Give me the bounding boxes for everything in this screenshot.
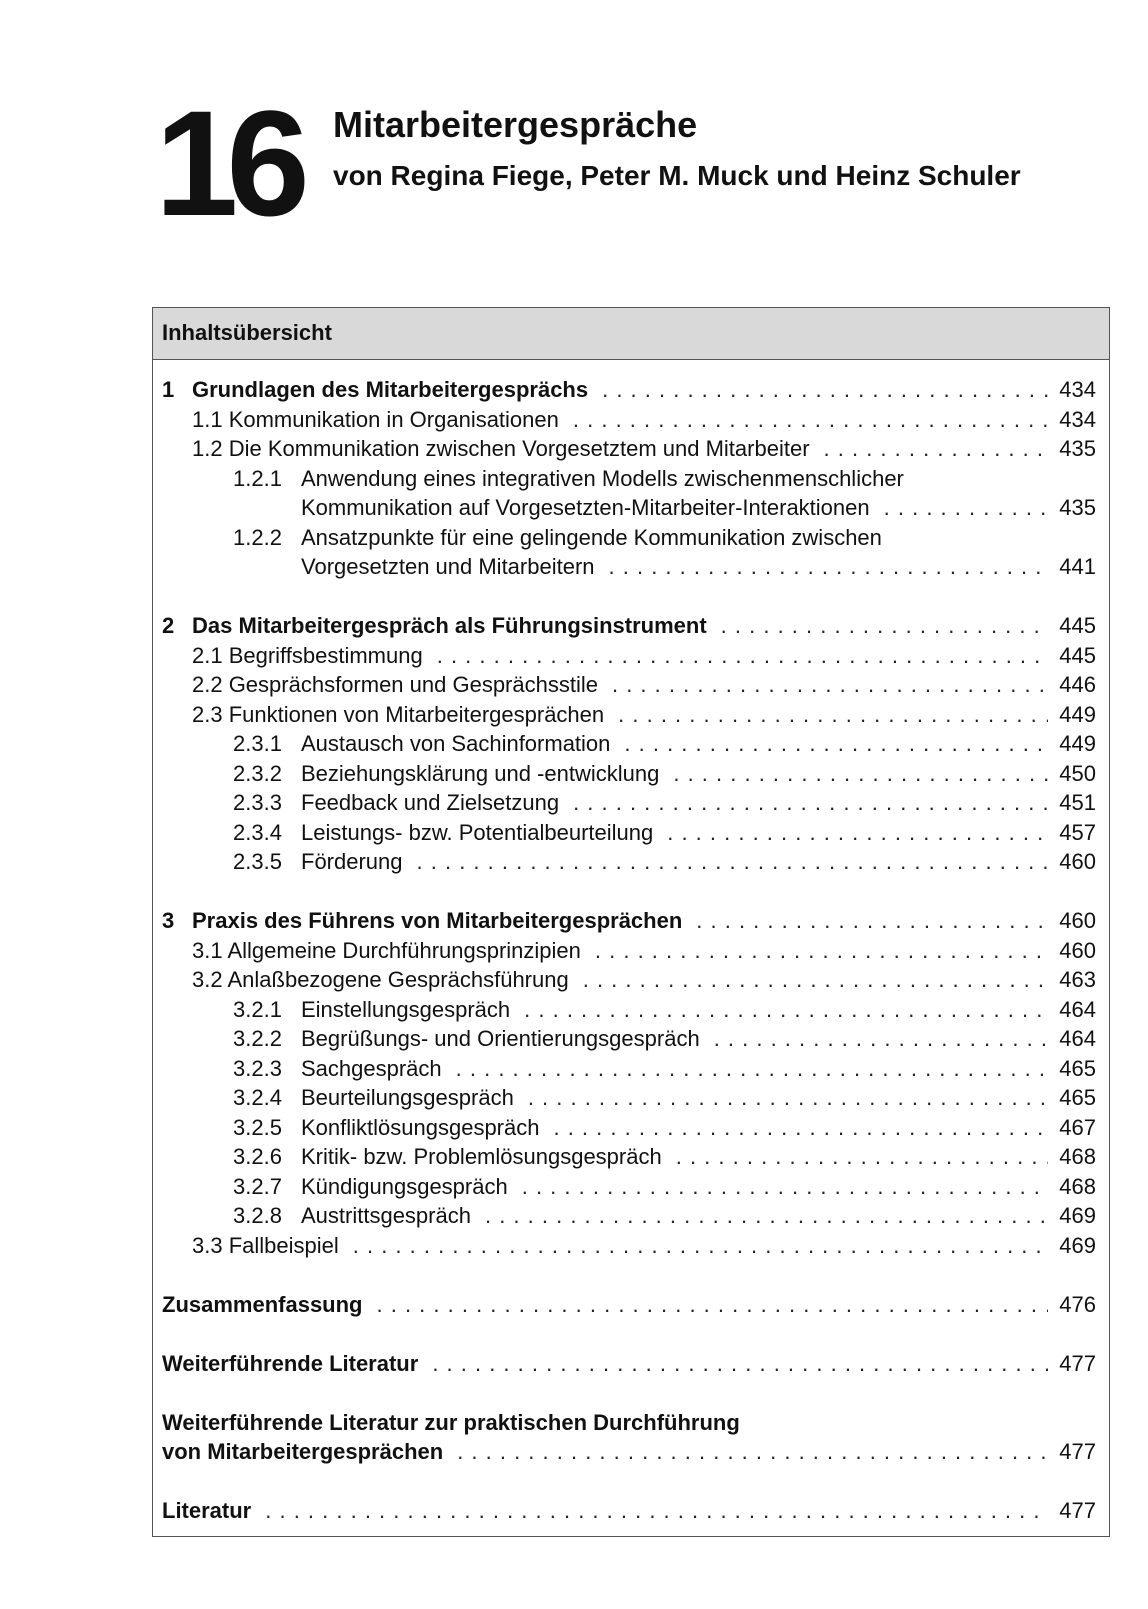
toc-entry-title: Vorgesetzten und Mitarbeitern (301, 554, 595, 579)
toc-entry-page: 464 (1059, 996, 1096, 1022)
table-of-contents (152, 307, 1110, 1537)
toc-entry-title: Austrittsgespräch (301, 1203, 471, 1228)
toc-entry (153, 1083, 1109, 1113)
toc-entry-number: 2.3.4 (233, 819, 282, 845)
toc-entry (153, 1496, 1109, 1526)
toc-entry-page: 460 (1059, 849, 1096, 874)
toc-entry (153, 1054, 1109, 1084)
toc-entry-number: 3.2.4 (233, 1085, 282, 1110)
toc-entry-number: 2.3.2 (233, 760, 282, 786)
toc-entry-page: 449 (1059, 701, 1096, 727)
toc-entry-page: 477 (1059, 1350, 1096, 1376)
toc-entry-title: Einstellungsgespräch (301, 996, 511, 1022)
toc-entry (153, 906, 1109, 936)
toc-entry (153, 995, 1109, 1025)
toc-dot-leader (353, 1231, 1048, 1261)
toc-dot-leader (573, 788, 1048, 818)
toc-entry-title: Zusammenfassung (162, 1291, 363, 1317)
toc-dot-leader (522, 1172, 1048, 1202)
toc-entry (153, 1113, 1109, 1143)
toc-entry-number: 3.2.1 (233, 996, 282, 1022)
toc-entry-page: 477 (1059, 1439, 1096, 1464)
toc-heading: Inhaltsübersicht (153, 308, 1109, 360)
toc-entry (153, 729, 1109, 759)
toc-dot-leader (457, 1437, 1048, 1467)
toc-dot-leader (456, 1054, 1048, 1084)
toc-entry-number: 3.2.6 (233, 1144, 282, 1169)
toc-entry-number: 3.2.7 (233, 1173, 282, 1199)
toc-entry-page: 435 (1059, 436, 1096, 461)
toc-entry-page: 457 (1059, 819, 1096, 845)
chapter-title: Mitarbeitergespräche (333, 104, 698, 145)
toc-entry (153, 1172, 1109, 1202)
toc-dot-leader (714, 1024, 1048, 1054)
toc-dot-leader (485, 1201, 1048, 1231)
toc-entry-title: 2.3 Funktionen von Mitarbeitergesprächen (192, 701, 605, 727)
toc-entry (153, 759, 1109, 789)
toc-entry-page: 446 (1059, 672, 1096, 697)
toc-entry-title: 2.1 Begriffsbestimmung (192, 642, 423, 668)
toc-entry-page: 469 (1059, 1203, 1096, 1228)
toc-entry-title: 3.1 Allgemeine Durchführungsprinzipien (192, 937, 581, 963)
toc-entry-title: Weiterführende Literatur (162, 1350, 419, 1376)
toc-dot-leader (676, 1142, 1048, 1172)
toc-entry-page: 434 (1059, 406, 1096, 432)
toc-entry-page: 435 (1059, 495, 1096, 520)
toc-entry (153, 788, 1109, 818)
toc-entry-title: Literatur (162, 1498, 252, 1523)
toc-entry-page: 465 (1059, 1055, 1096, 1081)
toc-entry-page: 464 (1059, 1026, 1096, 1051)
toc-entry-number: 3.2.5 (233, 1114, 282, 1140)
toc-entry-number: 3.2.8 (233, 1203, 282, 1228)
toc-entry (153, 1437, 1109, 1467)
toc-entry-page: 445 (1059, 613, 1096, 638)
toc-entry-title: Praxis des Führens von Mitarbeitergesprächen (192, 908, 683, 933)
toc-entry (153, 1142, 1109, 1172)
toc-entry-title: Ansatzpunkte für eine gelingende Kommunikation zwischen (301, 524, 882, 550)
toc-entry-page: 468 (1059, 1173, 1096, 1199)
toc-entry-title: 3.2 Anlaßbezogene Gesprächsführung (192, 967, 569, 992)
toc-entry-page: 476 (1059, 1291, 1096, 1317)
toc-entry-title: Begrüßungs- und Orientierungsgespräch (301, 1026, 700, 1051)
toc-dot-leader (673, 759, 1048, 789)
toc-entry (153, 1201, 1109, 1231)
toc-dot-leader (417, 847, 1048, 877)
toc-dot-leader (524, 995, 1048, 1025)
toc-entry-page: 460 (1059, 908, 1096, 933)
toc-entry (153, 375, 1109, 405)
toc-entry (153, 1231, 1109, 1261)
toc-entry-title: Sachgespräch (301, 1055, 442, 1081)
toc-entry-title: Das Mitarbeitergespräch als Führungsinstrument (192, 613, 707, 638)
toc-entry-page: 445 (1059, 642, 1096, 668)
toc-entry-number: 2 (162, 613, 175, 638)
toc-entry-page: 468 (1059, 1144, 1096, 1169)
toc-entry (153, 611, 1109, 641)
toc-entry-title: Leistungs- bzw. Potentialbeurteilung (301, 819, 654, 845)
toc-entry-page: 450 (1059, 760, 1096, 786)
toc-dot-leader (696, 906, 1048, 936)
toc-entry (153, 405, 1109, 435)
toc-entry-page: 449 (1059, 731, 1096, 756)
toc-dot-leader (437, 641, 1048, 671)
toc-dot-leader (609, 552, 1048, 582)
toc-dot-leader (553, 1113, 1048, 1143)
toc-entry (153, 641, 1109, 671)
toc-dot-leader (377, 1290, 1049, 1320)
toc-entry-number: 3.2.3 (233, 1055, 282, 1081)
toc-dot-leader (624, 729, 1048, 759)
toc-dot-leader (824, 434, 1048, 464)
toc-dot-leader (721, 611, 1048, 641)
toc-entry-title: Konfliktlösungsgespräch (301, 1114, 540, 1140)
toc-entry-title: 1.1 Kommunikation in Organisationen (192, 406, 559, 432)
toc-entry (153, 700, 1109, 730)
toc-entry-page: 451 (1059, 790, 1096, 815)
toc-dot-leader (612, 670, 1048, 700)
toc-entry-title: Kündigungsgespräch (301, 1173, 508, 1199)
toc-entry-title: Kritik- bzw. Problemlösungsgespräch (301, 1144, 662, 1169)
toc-entry-title: Beziehungsklärung und -entwicklung (301, 760, 660, 786)
toc-entry-title: 2.2 Gesprächsformen und Gesprächsstile (192, 672, 598, 697)
toc-entry-title: 3.3 Fallbeispiel (192, 1232, 339, 1258)
toc-entry-title: 1.2 Die Kommunikation zwischen Vorgesetztem und Mitarbeiter (192, 436, 810, 461)
toc-entry (153, 818, 1109, 848)
toc-entry (153, 552, 1109, 582)
toc-entry (153, 1024, 1109, 1054)
toc-dot-leader (528, 1083, 1048, 1113)
toc-entry (153, 670, 1109, 700)
toc-entry-page: 441 (1059, 554, 1096, 579)
toc-entry-number: 1.2.1 (233, 465, 282, 491)
toc-entry-number: 2.3.5 (233, 849, 282, 874)
toc-dot-leader (667, 818, 1048, 848)
toc-entry-page: 460 (1059, 937, 1096, 963)
toc-entry (153, 965, 1109, 995)
toc-dot-leader (618, 700, 1048, 730)
toc-entry-title: Beurteilungsgespräch (301, 1085, 514, 1110)
toc-entry-number: 2.3.3 (233, 790, 282, 815)
toc-entry-number: 3 (162, 908, 175, 933)
toc-entry-title: Grundlagen des Mitarbeitergesprächs (192, 377, 589, 402)
toc-entry-page: 434 (1059, 377, 1096, 402)
toc-entry-title: Förderung (301, 849, 403, 874)
toc-entry-page: 467 (1059, 1114, 1096, 1140)
toc-entry (153, 464, 1109, 494)
toc-entry-page: 469 (1059, 1232, 1096, 1258)
toc-entry-title: Weiterführende Literatur zur praktischen Durchführung (162, 1409, 740, 1435)
toc-entry-number: 2.3.1 (233, 731, 282, 756)
toc-entry (153, 493, 1109, 523)
toc-entry (153, 523, 1109, 553)
toc-dot-leader (573, 405, 1048, 435)
toc-entry-title: Anwendung eines integrativen Modells zwischenmenschlicher (301, 465, 904, 491)
chapter-authors: von Regina Fiege, Peter M. Muck und Heinz Schuler (333, 160, 1021, 191)
toc-entry-number: 1 (162, 377, 175, 402)
toc-entry-page: 463 (1059, 967, 1096, 992)
toc-entry-title: von Mitarbeitergesprächen (162, 1439, 444, 1464)
toc-dot-leader (265, 1496, 1048, 1526)
toc-list (153, 360, 1109, 1526)
toc-entry (153, 1290, 1109, 1320)
toc-dot-leader (432, 1349, 1048, 1379)
toc-entry-number: 1.2.2 (233, 524, 282, 550)
toc-entry (153, 936, 1109, 966)
toc-dot-leader (583, 965, 1048, 995)
chapter-number: 16 (155, 79, 298, 247)
toc-entry (153, 1349, 1109, 1379)
toc-dot-leader (602, 375, 1048, 405)
toc-entry-title: Austausch von Sachinformation (301, 731, 611, 756)
toc-entry (153, 1408, 1109, 1438)
toc-entry (153, 434, 1109, 464)
toc-entry-page: 465 (1059, 1085, 1096, 1110)
toc-entry (153, 847, 1109, 877)
toc-entry-title: Kommunikation auf Vorgesetzten-Mitarbeiter-Interaktionen (301, 495, 870, 520)
toc-entry-number: 3.2.2 (233, 1026, 282, 1051)
toc-entry-page: 477 (1059, 1498, 1096, 1523)
toc-dot-leader (595, 936, 1048, 966)
toc-dot-leader (884, 493, 1048, 523)
toc-entry-title: Feedback und Zielsetzung (301, 790, 560, 815)
